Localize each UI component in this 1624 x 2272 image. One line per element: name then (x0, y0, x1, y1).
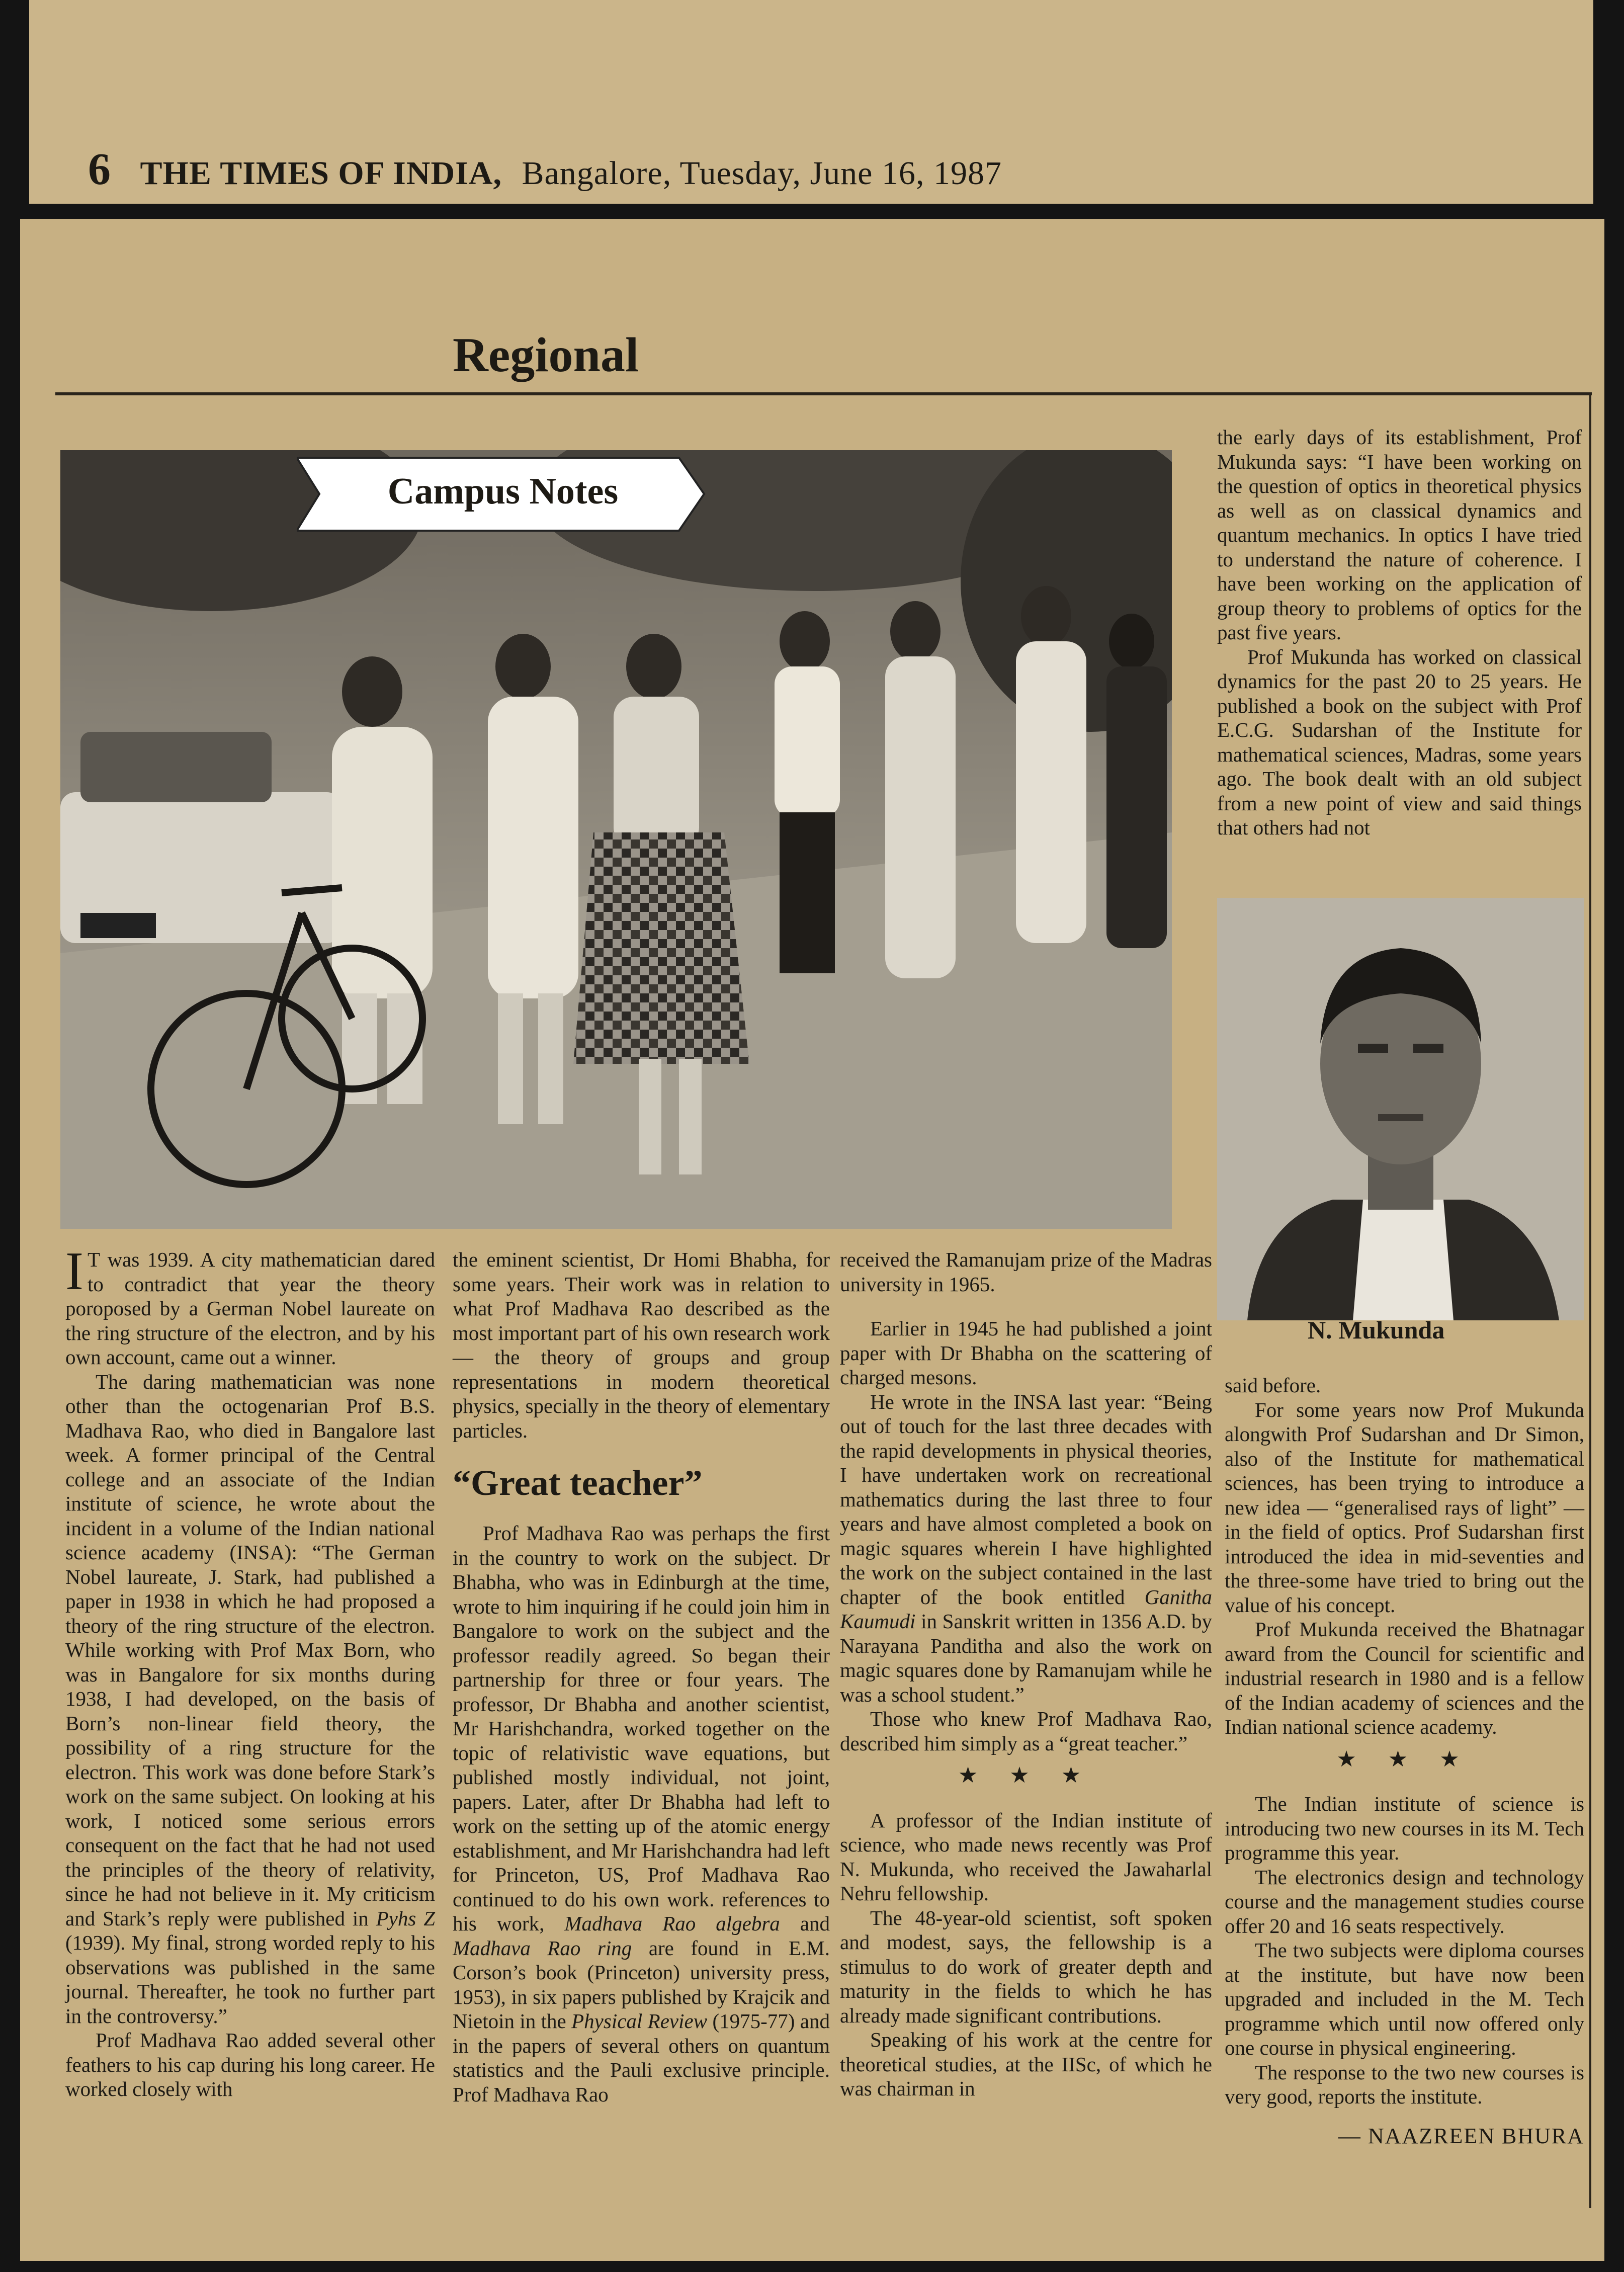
subhead-great-teacher: “Great teacher” (453, 1463, 703, 1503)
col3-para-3: He wrote in the INSA last year: “Being out of touch for the last three decades with the rapid developments in physical theories, I have undertaken work on recreational mathematics during the last three to four years and have almost completed a book on magic squares wherein I have highlighted the work on the subject contained in the last chapter of the book entitled Ganitha Kaumudi in Sanskrit written in 1356 A.D. by Narayana Panditha and also the work on magic squares done by Ramanujam while he was a school student.” (840, 1390, 1213, 1706)
page-number: 6 (88, 144, 111, 194)
section-rule (55, 392, 1592, 395)
col1-para-1: T was 1939. A city mathematician dared to contradict that year the theory poroposed by a German Nobel laureate on the ring structure of the electron, and by his own account, came out a winner. (65, 1248, 435, 1369)
section-break-stars: ★ ★ ★ (958, 1763, 1094, 1788)
portrait-image (1217, 898, 1584, 1320)
portrait-caption: N. Mukunda (1308, 1316, 1445, 1344)
section-title: Regional (453, 328, 639, 382)
byline: — NAAZREEN BHURA (1338, 2123, 1584, 2148)
col4b-para-6: The two subjects were diploma courses at the institute, but have now been upgraded and included in the M. Tech programme which until now offered only one course in physical engineering. (1225, 1939, 1584, 2059)
drop-cap: I (65, 1241, 83, 1301)
newspaper-name: THE TIMES OF INDIA, (140, 155, 502, 192)
col1-para-2: The daring mathematician was none other than the octogenarian Prof B.S. Madhava Rao, who died in Bangalore last week. A former principal of the Central college and an associate of the Indian institute of science, he wrote about the incident in a volume of the Indian national science academy (INSA): “The German Nobel laureate, J. Stark, had published a paper in 1938 in which he had proposed a theory of the ring structure of the electron. While working with Prof Max Born, who was in Bangalore for six months during 1938, I had developed, on the basis of Born’s non-linear field theory, the possibility of a ring structure for the electron. This work was done before Stark’s work on the same subject. On looking at his work, I noticed some serious errors consequent on the fact that he had not used the principles of the theory of relativity, since he had not believe in it. My criticism and Stark’s reply were published in Pyhs Z (1939). My final, strong worded reply to his observations was published in the same journal. Thereafter, he took no further part in the controversy.” (65, 1370, 436, 2028)
column-4-top (1217, 425, 1582, 840)
campus-photo-image (60, 450, 1172, 1229)
col4b-para-2: For some years now Prof Mukunda alongwith Prof Sudarshan and Dr Simon, also of the Institute for mathematical sciences, has been trying to introduce a new idea — “generalised rays of light” — in the field of optics. Prof Sudarshan first introduced the idea in mid-seventies and the three-some have tried to bring out the value of his concept. (1225, 1398, 1584, 1617)
col4-para-1: the early days of its establishment, Prof Mukunda says: “I have been working on the question of optics in theoretical physics as well as on classical dynamics and quantum mechanics. In optics I have tried to understand the nature of coherence. I have been working on the application of group theory to problems of optics for the past five years. (1217, 426, 1582, 644)
col4b-para-4: The Indian institute of science is introducing two new courses in its M. Tech programme this year. (1225, 1792, 1584, 1864)
col3-para-1: received the Ramanujam prize of the Madras university in 1965. (840, 1248, 1212, 1296)
col1-lead (65, 1241, 435, 1370)
banner-title: Campus Notes (387, 471, 619, 512)
portrait-photo (1217, 898, 1584, 1320)
col3-para-2: Earlier in 1945 he had published a joint paper with Dr Bhabha on the scattering of charged mesons. (840, 1317, 1212, 1389)
col2-para-2: Prof Madhava Rao was perhaps the first in the country to work on the subject. Dr Bhabha, who was in Edinburgh at the time, wrote to him inquiring if he could join him in Bangalore to work on the subject and the professor readily agreed. So began their partnership for three or four years. The professor, Dr Bhabha and another scientist, Mr Harishchandra, worked together on the topic of relativistic wave equations, but published mostly individual, not joint, papers. Later, after Dr Bhabha had left to work on the setting up of the atomic energy establishment, and Mr Harishchandra had left for Princeton, US, Prof Madhava Rao continued to do his own work. references to his work, Madhava Rao algebra and Madhava Rao ring are found in E.M. Corson’s book (Princeton) university press, 1953), in six papers published by Krajcik and Nietoin in the Physical Review (1975-77) and in the papers of several others on quantum statistics and the Pauli exclusive principle. Prof Madhava Rao (453, 1522, 830, 2106)
col3-para-7: Speaking of his work at the centre for theoretical studies, at the IISc, of which he was chairman in (840, 2028, 1212, 2100)
col1-para-3: Prof Madhava Rao added several other feathers to his cap during his long career. He worked closely with (65, 2029, 435, 2100)
col2-para-1: the eminent scientist, Dr Homi Bhabha, for some years. Their work was in relation to what Prof Madhava Rao described as the most important part of his own research work — the theory of groups and group representations in modern theoretical physics, specially in the theory of elementary particles. (453, 1248, 830, 1442)
column-4-bottom (1225, 1373, 1584, 2148)
column-2 (453, 1247, 830, 2107)
col4b-para-7: The response to the two new courses is very good, reports the institute. (1225, 2060, 1584, 2108)
dateline: Bangalore, Tuesday, June 16, 1987 (522, 155, 1002, 192)
col4-para-2: Prof Mukunda has worked on classical dynamics for the past 20 to 25 years. He published a book on the subject with Prof E.C.G. Sudarshan of the Institute for mathematical sciences, Madras, some years ago. The book dealt with an old subject from a new point of view and said things that others had not (1217, 645, 1582, 839)
campus-photo (60, 450, 1172, 1229)
section-break-stars-2: ★ ★ ★ (1336, 1746, 1473, 1772)
col4b-para-3: Prof Mukunda received the Bhatnagar award from the Council for scientific and industrial research in 1980 and is a fellow of the Indian academy of sciences and the Indian national science academy. (1225, 1618, 1584, 1738)
right-column-rule (1589, 392, 1591, 2208)
col4b-para-1: said before. (1225, 1374, 1321, 1397)
col3-para-4: Those who knew Prof Madhava Rao, described him simply as a “great teacher.” (840, 1707, 1212, 1755)
col4b-para-5: The electronics design and technology course and the management studies course offer 20 and 16 seats respectively. (1225, 1865, 1584, 1938)
masthead (88, 143, 1002, 195)
journal-name: Pyhs Z (376, 1906, 436, 1930)
col3-para-6: The 48-year-old scientist, soft spoken and modest, says, the fellowship is a stimulus to do work of greater depth and maturity in the fields to which he has already made significant contributions. (840, 1906, 1212, 2027)
column-1 (65, 1241, 436, 2101)
campus-notes-banner (297, 455, 709, 533)
col3-para-5: A professor of the Indian institute of science, who made news recently was Prof N. Mukunda, who received the Jawaharlal Nehru fellowship. (840, 1808, 1212, 1905)
column-3 (840, 1247, 1212, 2101)
